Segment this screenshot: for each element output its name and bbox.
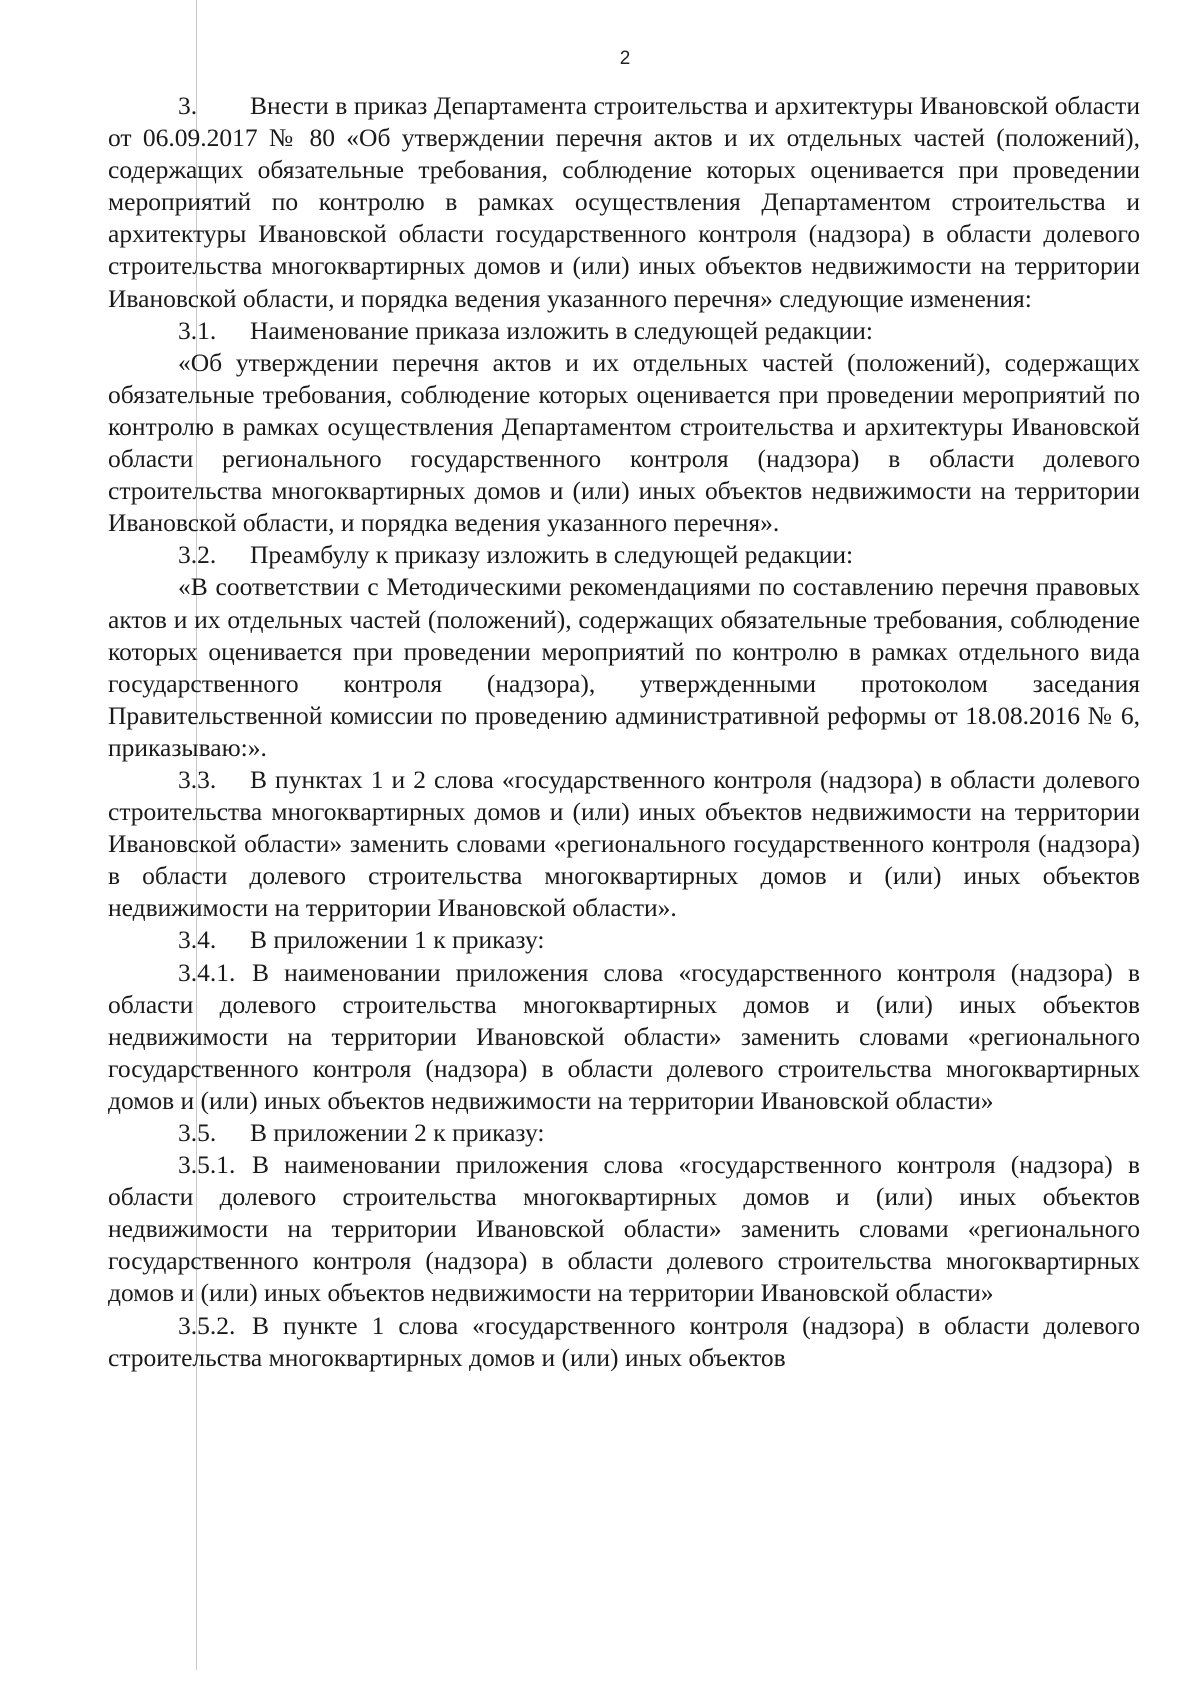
paragraph-text: «В соответствии с Методическими рекомендациями по составлению перечня правовых актов и их отдельных частей (положений), содержащих обязательные требования, соблюдение которых оценивается при проведении мероприятий по контролю в рамках отдельного вида государственного контроля (надзора), утвержденными протоколом заседания Правительственной комиссии по проведению административной реформы от 18.08.2016 № 6, приказываю:». <box>108 572 1140 762</box>
paragraph-number: 3.5. <box>178 1118 217 1147</box>
paragraph-quote-preamble <box>108 571 1140 764</box>
paragraph-text: В пункте 1 слова «государственного контроля (надзора) в области долевого строительства многоквартирных домов и (или) иных объектов <box>108 1310 1140 1372</box>
paragraph-text: В приложении 2 к приказу: <box>250 1118 545 1147</box>
paragraph-text: В приложении 1 к приказу: <box>250 925 545 955</box>
paragraph-3-1 <box>108 315 1140 347</box>
paragraph-text: Внести в приказ Департамента строительства и архитектуры Ивановской области от 06.09.2017 № 80 «Об утверждении перечня актов и их отдельных частей (положений), содержащих обязательные требования, соблюдение которых оценивается при проведении мероприятий по контролю в рамках осуществления Департаментом строительства и архитектуры Ивановской области государственного контроля (надзора) в области долевого строительства многоквартирных домов и (или) иных объектов недвижимости на территории Ивановской области, и порядка ведения указанного перечня» следующие изменения: <box>108 91 1140 313</box>
paragraph-3-4-1 <box>108 957 1140 1117</box>
paragraph-number: 3.1. <box>178 315 217 345</box>
paragraph-number: 3.2. <box>178 540 217 570</box>
paragraph-number: 3.5.2. <box>178 1310 236 1340</box>
paragraph-text: В пунктах 1 и 2 слова «государственного контроля (надзора) в области долевого строительства многоквартирных домов и (или) иных объектов недвижимости на территории Ивановской области» заменить словами «регионального государственного контроля (надзора) в области долевого строительства многоквартирных домов и (или) иных объектов недвижимости на территории Ивановской области». <box>108 764 1140 923</box>
paragraph-number: 3.4. <box>178 925 217 955</box>
document-body <box>108 90 1140 1374</box>
paragraph-3-5-2 <box>108 1310 1140 1374</box>
paragraph-3-3 <box>108 764 1140 924</box>
paragraph-number: 3.5.1. <box>178 1150 236 1180</box>
paragraph-3-5-1 <box>108 1149 1140 1309</box>
paragraph-quote-title <box>108 347 1140 540</box>
paragraph-number: 3. <box>178 91 198 120</box>
paragraph-number: 3.4.1. <box>178 957 236 987</box>
paragraph-3-5 <box>108 1117 1140 1149</box>
paragraph-number: 3.3. <box>178 764 217 794</box>
paragraph-text: Преамбулу к приказу изложить в следующей редакции: <box>250 540 854 570</box>
paragraph-3-4 <box>108 924 1140 956</box>
page-number: 2 <box>619 48 631 69</box>
paragraph-text: Наименование приказа изложить в следующей редакции: <box>250 315 873 345</box>
paragraph-3 <box>108 90 1140 315</box>
paragraph-text: В наименовании приложения слова «государственного контроля (надзора) в области долевого строительства многоквартирных домов и (или) иных объектов недвижимости на территории Ивановской области» заменить словами «регионального государственного контроля (надзора) в области долевого строительства многоквартирных домов и (или) иных объектов недвижимости на территории Ивановской области» <box>108 1150 1140 1308</box>
paragraph-text: «Об утверждении перечня актов и их отдельных частей (положений), содержащих обязательные требования, соблюдение которых оценивается при проведении мероприятий по контролю в рамках осуществления Департаментом строительства и архитектуры Ивановской области регионального государственного контроля (надзора) в области долевого строительства многоквартирных домов и (или) иных объектов недвижимости на территории Ивановской области, и порядка ведения указанного перечня». <box>108 347 1140 538</box>
paragraph-text: В наименовании приложения слова «государственного контроля (надзора) в области долевого строительства многоквартирных домов и (или) иных объектов недвижимости на территории Ивановской области» заменить словами «регионального государственного контроля (надзора) в области долевого строительства многоквартирных домов и (или) иных объектов недвижимости на территории Ивановской области» <box>108 957 1140 1115</box>
paragraph-3-2 <box>108 539 1140 571</box>
